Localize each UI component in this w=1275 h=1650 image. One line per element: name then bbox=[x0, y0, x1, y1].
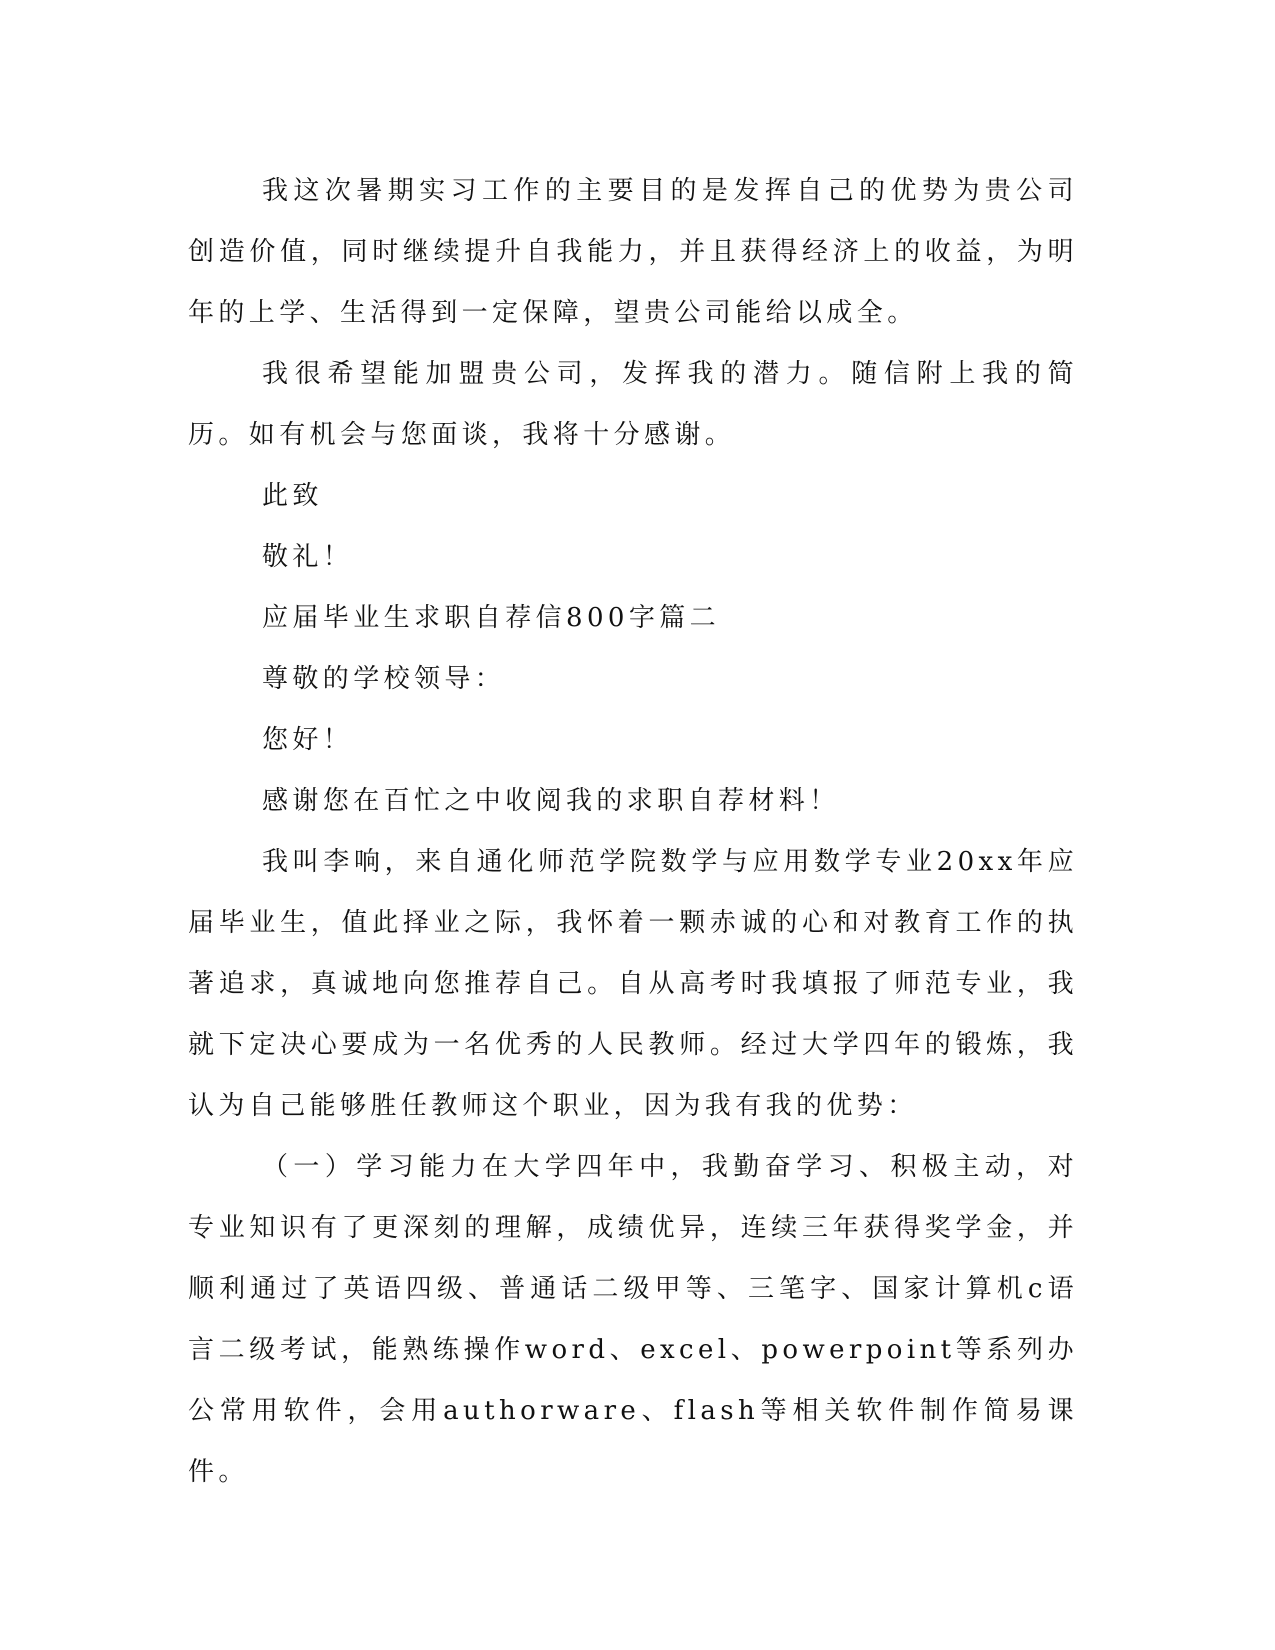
paragraph-learning-ability: （一）学习能力在大学四年中，我勤奋学习、积极主动，对专业知识有了更深刻的理解，成绩优异，连续三年获得奖学金，并顺利通过了英语四级、普通话二级甲等、三笔字、国家计算机c语言二级考试，能熟练操作word、excel、powerpoint等系列办公常用软件，会用authorware、flash等相关软件制作简易课件。 bbox=[188, 1152, 1078, 1487]
paragraph-self-introduction: 我叫李响，来自通化师范学院数学与应用数学专业20xx年应届毕业生，值此择业之际，我怀着一颗赤诚的心和对教育工作的执著追求，真诚地向您推荐自己。自从高考时我填报了师范专业，我就下定决心要成为一名优秀的人民教师。经过大学四年的锻炼，我认为自己能够胜任教师这个职业，因为我有我的优势： bbox=[188, 847, 1078, 1121]
section-heading: 应届毕业生求职自荐信800字篇二 bbox=[262, 603, 721, 633]
letter-greeting: 尊敬的学校领导： bbox=[262, 664, 506, 694]
closing-regards: 敬礼！ bbox=[262, 542, 354, 572]
letter-hello: 您好！ bbox=[262, 725, 354, 755]
closing-salutation: 此致 bbox=[262, 481, 323, 511]
paragraph-join-company: 我很希望能加盟贵公司，发挥我的潜力。随信附上我的简历。如有机会与您面谈，我将十分感谢。 bbox=[188, 359, 1078, 450]
paragraph-thanks: 感谢您在百忙之中收阅我的求职自荐材料！ bbox=[262, 786, 840, 816]
paragraph-internship-purpose: 我这次暑期实习工作的主要目的是发挥自己的优势为贵公司创造价值，同时继续提升自我能力，并且获得经济上的收益，为明年的上学、生活得到一定保障，望贵公司能给以成全。 bbox=[188, 176, 1078, 328]
document-body bbox=[188, 161, 1078, 1503]
